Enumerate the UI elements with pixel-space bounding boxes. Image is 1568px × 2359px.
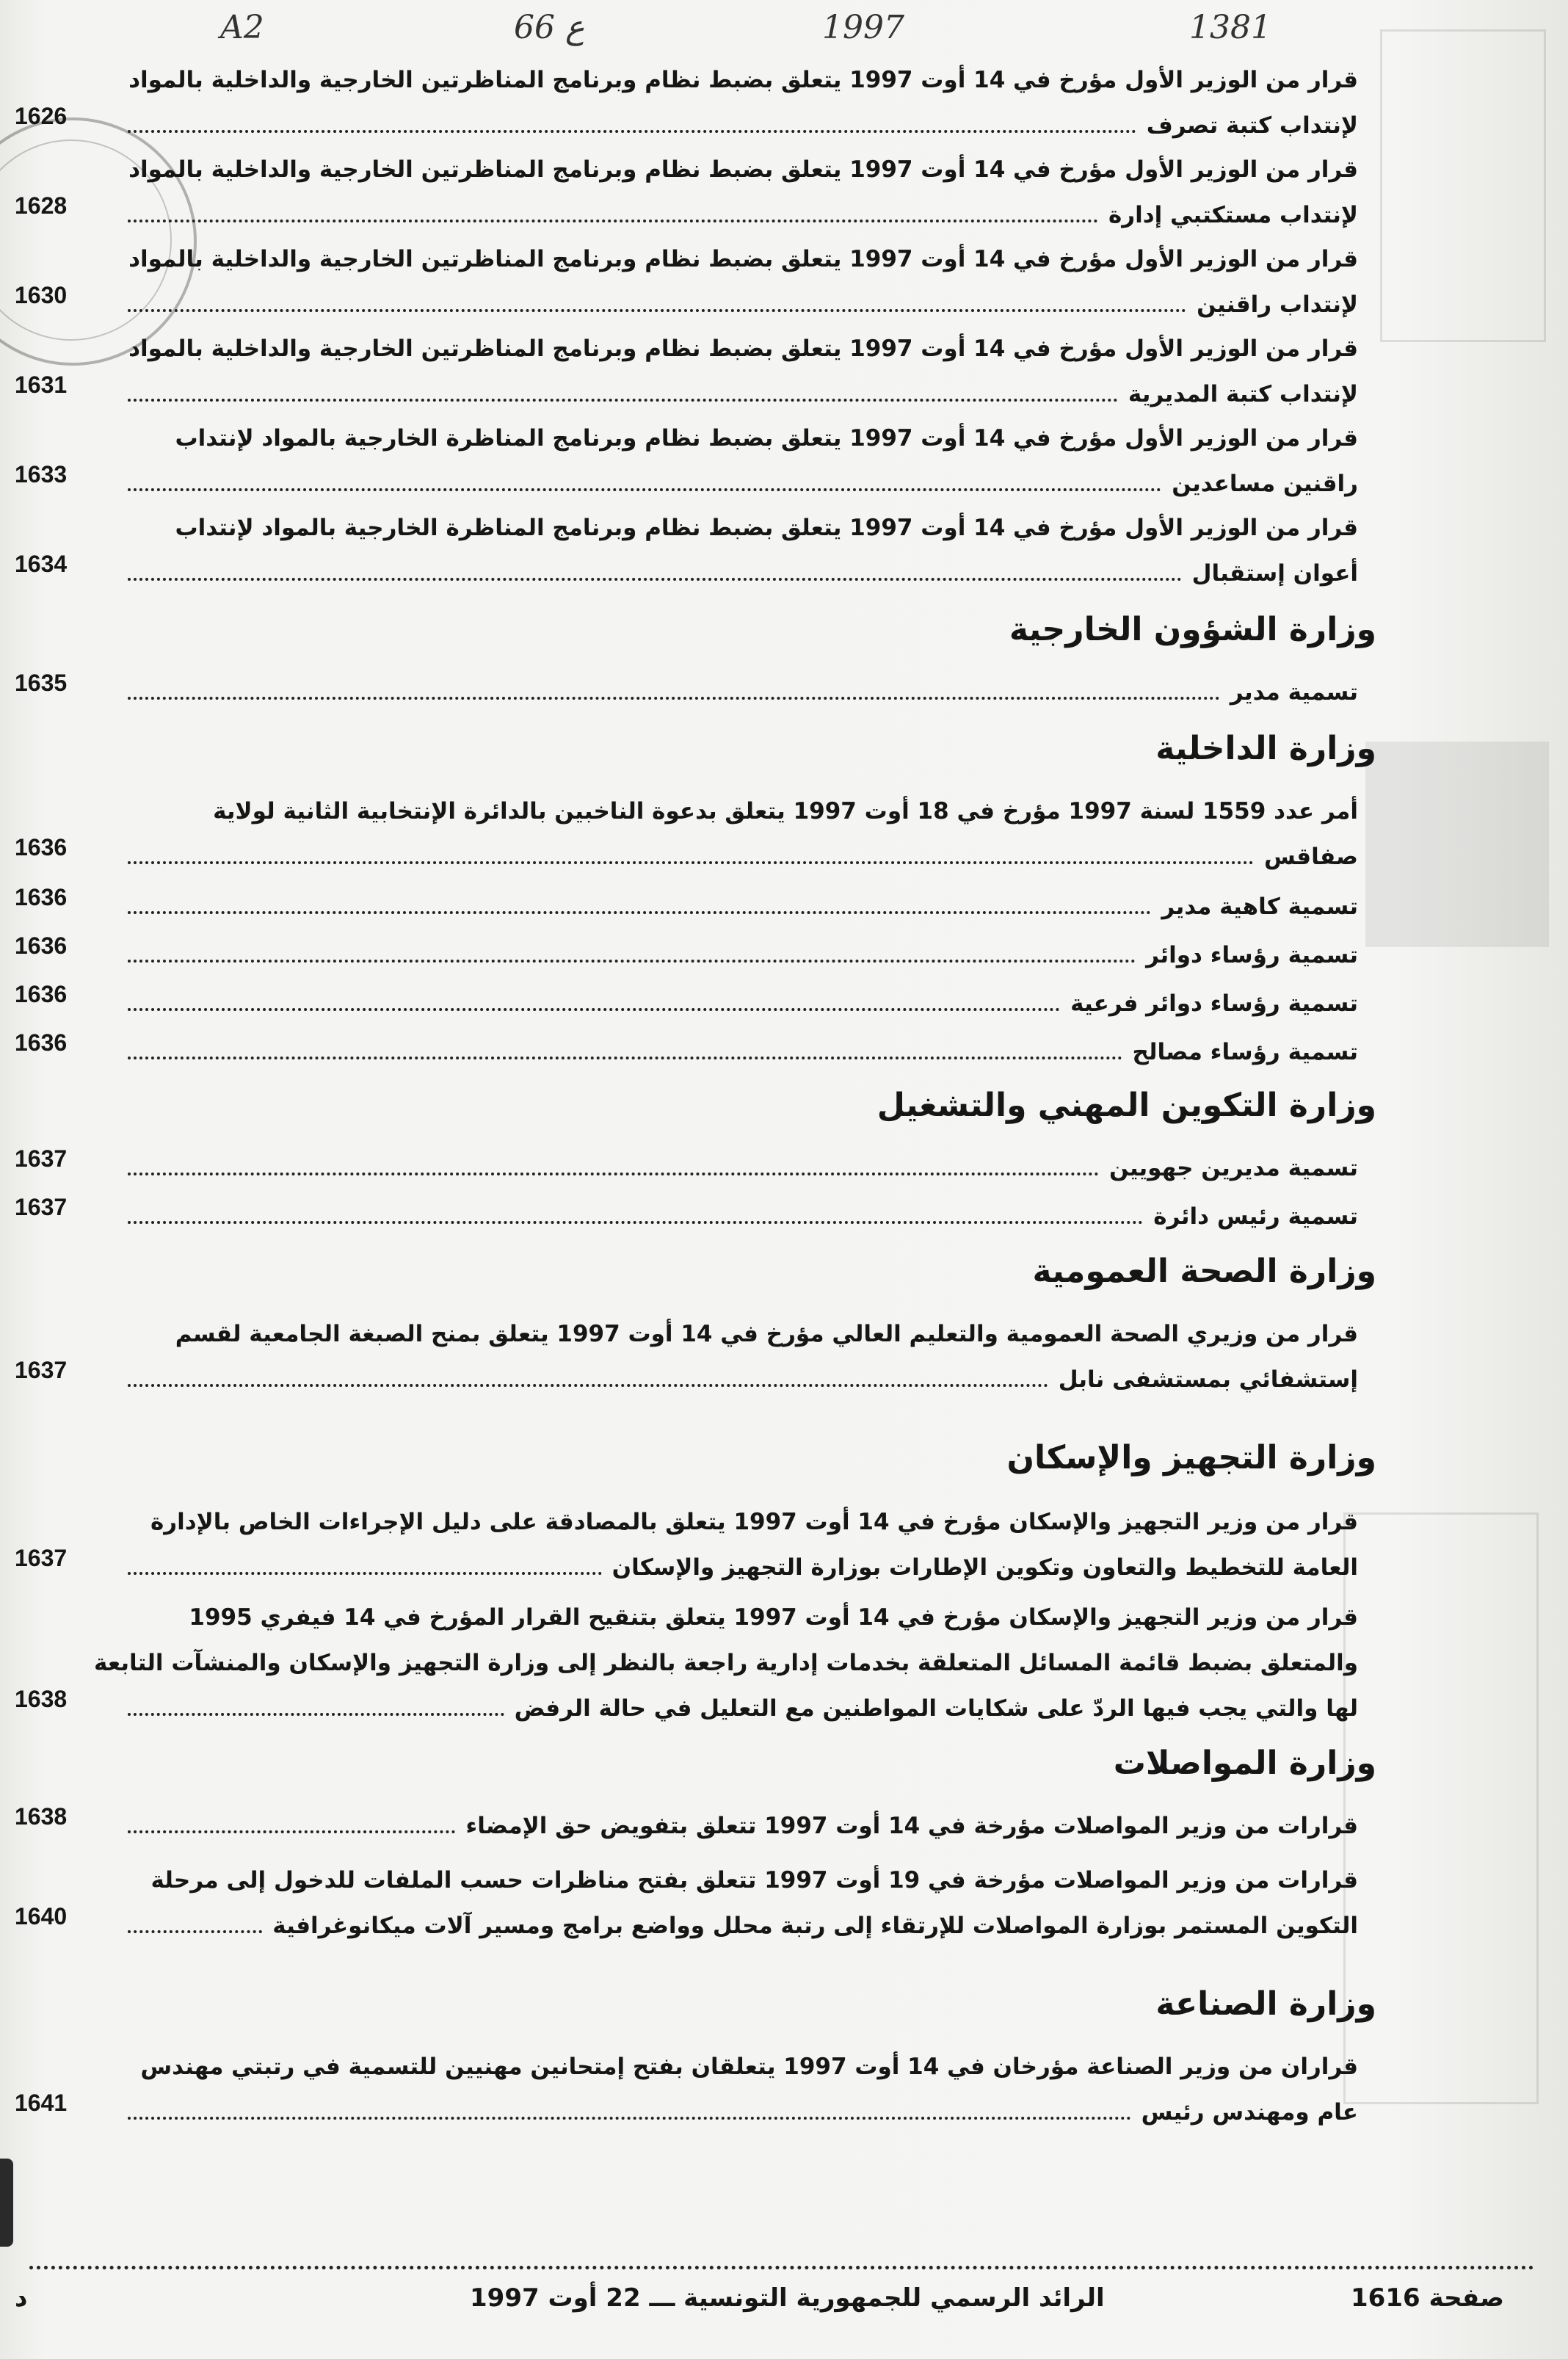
toc-entry: تسمية مدير 1635: [15, 670, 1358, 706]
toc-entry: تسمية رؤساء دوائر فرعية 1636: [15, 981, 1358, 1017]
section-heading: وزارة التجهيز والإسكان: [1006, 1439, 1376, 1476]
page-number: 1637: [15, 1545, 68, 1571]
page-number: 1636: [15, 834, 68, 860]
page-number: 1638: [15, 1803, 68, 1830]
page-number: 1628: [15, 192, 68, 219]
toc-entry: قرارات من وزير المواصلات مؤرخة في 19 أوت 1997 تتعلق بفتح مناظرات حسب الملفات للدخول إلى مرحلة التكوين المستمر بوزارة المواصلات للإرتقاء إلى رتبة محلل وواضع برامج ومسير آلات ميكانوغرافية 1640: [15, 1867, 1358, 1939]
toc-entry: تسمية رئيس دائرة 1637: [15, 1194, 1358, 1230]
binding-clip: [0, 2159, 13, 2247]
bleed-through-shade: [1365, 742, 1549, 947]
toc-entry: قرار من الوزير الأول مؤرخ في 14 أوت 1997 يتعلق بضبط نظام وبرنامج المناظرتين الخارجية والداخلية بالمواد لإنتداب راقنين 1630: [15, 246, 1358, 318]
toc-entry: قرار من الوزير الأول مؤرخ في 14 أوت 1997 يتعلق بضبط نظام وبرنامج المناظرة الخارجية بالمواد لإنتداب راقنين مساعدين 1633: [15, 425, 1358, 497]
section-heading: وزارة المواصلات: [1113, 1744, 1376, 1782]
page-number: 1637: [15, 1145, 68, 1172]
section-heading: وزارة الداخلية: [1155, 730, 1376, 767]
page-number: 1630: [15, 282, 68, 308]
toc-entry: قرارات من وزير المواصلات مؤرخة في 14 أوت 1997 تتعلق بتفويض حق الإمضاء 1638: [15, 1803, 1358, 1839]
page-number: 1636: [15, 1029, 68, 1056]
page-label: صفحة 1616: [1351, 2283, 1504, 2313]
page-number: 1636: [15, 932, 68, 959]
page-number: 1635: [15, 670, 68, 696]
page-number: 1640: [15, 1903, 68, 1929]
toc-entry: تسمية كاهية مدير 1636: [15, 884, 1358, 920]
footer-rule: [29, 2266, 1534, 2269]
toc-entry: تسمية رؤساء دوائر 1636: [15, 932, 1358, 968]
toc-entry: قرار من الوزير الأول مؤرخ في 14 أوت 1997 يتعلق بضبط نظام وبرنامج المناظرتين الخارجية والداخلية بالمواد لإنتداب كتبة المديرية 1631: [15, 336, 1358, 407]
handwritten-note: 1381: [1189, 9, 1271, 46]
footer-mark: د: [15, 2283, 28, 2313]
section-heading: وزارة الشؤون الخارجية: [1009, 611, 1376, 648]
page-number: 1634: [15, 551, 68, 577]
page-number: 1638: [15, 1686, 68, 1712]
handwritten-note: A2: [220, 9, 264, 46]
journal-title: الرائد الرسمي للجمهورية التونسية ـــ 22 أوت 1997: [470, 2283, 1105, 2313]
handwritten-note: 66 ع: [514, 9, 585, 46]
page-number: 1626: [15, 103, 68, 129]
section-heading: وزارة التكوين المهني والتشغيل: [876, 1087, 1376, 1124]
page-number: 1633: [15, 461, 68, 488]
toc-entry: قرار من الوزير الأول مؤرخ في 14 أوت 1997 يتعلق بضبط نظام وبرنامج المناظرتين الخارجية والداخلية بالمواد لإنتداب مستكتبي إدارة 1628: [15, 156, 1358, 228]
toc-entry: قرار من وزير التجهيز والإسكان مؤرخ في 14 أوت 1997 يتعلق بالمصادقة على دليل الإجراءات الخاص بالإدارة العامة للتخطيط والتعاون وتكوين الإطارات بوزارة التجهيز والإسكان 1637: [15, 1509, 1358, 1581]
toc-entry: قرار من الوزير الأول مؤرخ في 14 أوت 1997 يتعلق بضبط نظام وبرنامج المناظرتين الخارجية والداخلية بالمواد لإنتداب كتبة تصرف 1626: [15, 67, 1358, 139]
page-number: 1636: [15, 981, 68, 1007]
toc-entry: قراران من وزير الصناعة مؤرخان في 14 أوت 1997 يتعلقان بفتح إمتحانين مهنيين للتسمية في رتبتي مهندس عام ومهندس رئيس 1641: [15, 2054, 1358, 2126]
page-number: 1641: [15, 2090, 68, 2116]
page-number: 1636: [15, 884, 68, 910]
toc-entry: تسمية رؤساء مصالح 1636: [15, 1029, 1358, 1065]
handwritten-note: 1997: [822, 9, 904, 46]
page-number: 1631: [15, 372, 68, 398]
toc-entry: قرار من وزيري الصحة العمومية والتعليم العالي مؤرخ في 14 أوت 1997 يتعلق بمنح الصبغة الجامعية لقسم إستشفائي بمستشفى نابل 1637: [15, 1321, 1358, 1393]
bleed-through-frame: [1380, 29, 1546, 342]
page-number: 1637: [15, 1194, 68, 1220]
toc-entry: تسمية مديرين جهويين 1637: [15, 1145, 1358, 1181]
section-heading: وزارة الصحة العمومية: [1032, 1253, 1376, 1290]
section-heading: وزارة الصناعة: [1155, 1985, 1376, 2023]
toc-entry: أمر عدد 1559 لسنة 1997 مؤرخ في 18 أوت 1997 يتعلق بدعوة الناخبين بالدائرة الإنتخابية الثانية لولاية صفاقس 1636: [15, 798, 1358, 870]
toc-entry: قرار من الوزير الأول مؤرخ في 14 أوت 1997 يتعلق بضبط نظام وبرنامج المناظرة الخارجية بالمواد لإنتداب أعوان إستقبال 1634: [15, 515, 1358, 587]
toc-entry: قرار من وزير التجهيز والإسكان مؤرخ في 14 أوت 1997 يتعلق بتنقيح القرار المؤرخ في 14 فيفري 1995 والمتعلق بضبط قائمة المسائل المتعلقة بخدمات إدارية راجعة بالنظر إلى وزارة التجهيز والإسكان والمنشآت التابعة لها والتي يجب فيها الردّ على شكايات المواطنين مع التعليل في حالة الرفض 1638: [15, 1604, 1358, 1722]
page-number: 1637: [15, 1357, 68, 1383]
